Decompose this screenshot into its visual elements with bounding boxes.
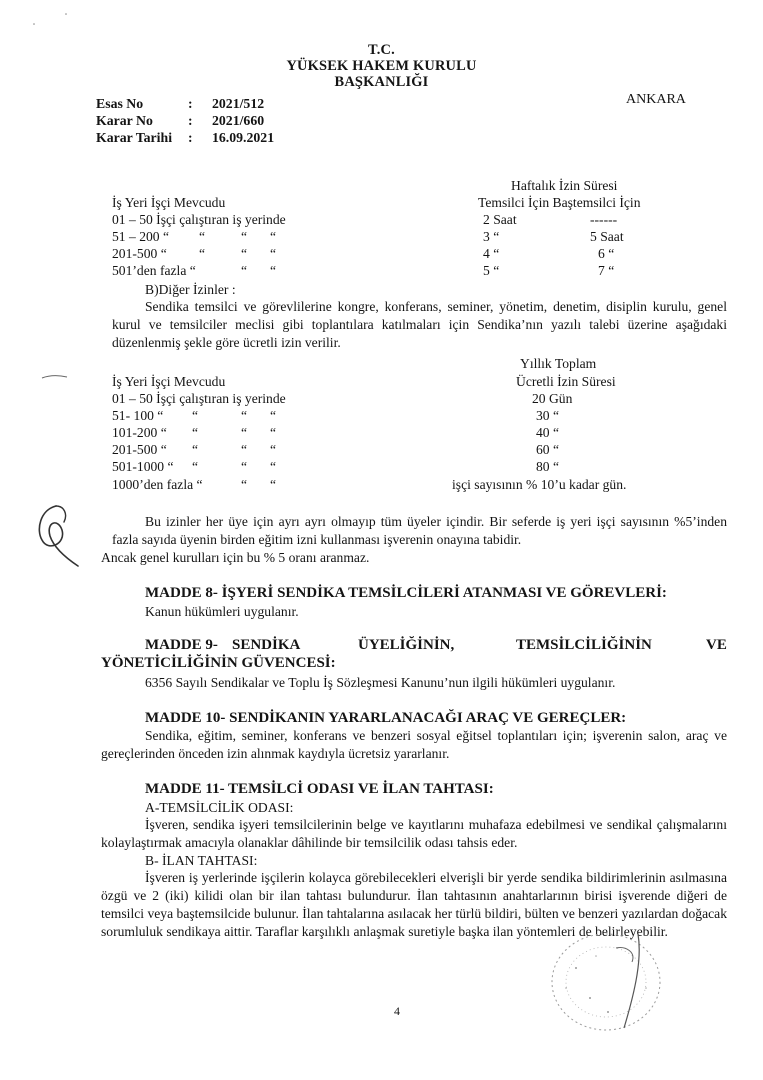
note-line: Ancak genel kurulları için bu % 5 oranı aranmaz.	[101, 550, 370, 565]
madde9-title-part: ÜYELİĞİNİN,	[358, 637, 455, 653]
cell-ditto: “	[270, 229, 277, 244]
meta-value: 2021/512	[212, 96, 265, 111]
margin-speck-icon	[30, 10, 70, 30]
cell-representative: 2 Saat	[483, 212, 517, 227]
cell-annual-leave: 40 “	[536, 425, 560, 440]
cell-ditto: “	[270, 263, 277, 278]
cell-employees: 01 – 50 İşçi çalıştıran iş yerinde	[112, 391, 286, 406]
cell-annual-leave: 80 “	[536, 459, 560, 474]
handwritten-initial-icon	[26, 500, 86, 572]
cell-ditto: “	[270, 459, 277, 474]
madde11-body-a: İşveren, sendika işyeri temsilcilerinin belge ve kayıtlarını muhafaza edebilmesi ve sendikal çalışmalarını kolaylaştırmak amacıyla olanaklar dâhilinde bir temsilcilik odası tahsis eder.	[101, 817, 727, 850]
cell-ditto: “	[241, 477, 248, 492]
cell-ditto: “	[192, 459, 199, 474]
cell-ditto: “	[270, 477, 277, 492]
cell-employees: 1000’den fazla “	[112, 477, 203, 492]
cell-chief-representative: ------	[590, 212, 618, 227]
meta-sep: :	[188, 130, 193, 145]
meta-value: 2021/660	[212, 113, 265, 128]
cell-employees: 51- 100 “	[112, 408, 164, 423]
table1-head-right-1: Haftalık İzin Süresi	[511, 178, 618, 193]
meta-label: Karar Tarihi	[96, 130, 173, 145]
cell-chief-representative: 5 Saat	[590, 229, 624, 244]
header-tc: T.C.	[368, 42, 395, 58]
meta-sep: :	[188, 96, 193, 111]
page-number: 4	[394, 1004, 400, 1018]
section-b-title: B)Diğer İzinler :	[145, 282, 236, 297]
cell-annual-leave: işçi sayısının % 10’u kadar gün.	[452, 477, 627, 492]
madde10-title: MADDE 10- SENDİKANIN YARARLANACAĞI ARAÇ VE GEREÇLER:	[145, 710, 627, 726]
cell-ditto: “	[192, 442, 199, 457]
margin-dash-icon	[40, 372, 70, 382]
cell-representative: 3 “	[483, 229, 500, 244]
madde9-body: 6356 Sayılı Sendikalar ve Toplu İş Sözleşmesi Kanunu’nun ilgili hükümleri uygulanır.	[145, 675, 616, 690]
cell-ditto: “	[199, 229, 206, 244]
note-paragraph: Bu izinler her üye için ayrı ayrı olmayıp tüm üyeler içindir. Bir seferde iş yeri işçi sayısının %5’inden fazla sayıda üyenin birden eğitim izni kullanması işverenin onayına tabidir.	[112, 514, 727, 547]
header-presidency: BAŞKANLIĞI	[334, 74, 429, 90]
cell-employees: 51 – 200 “	[112, 229, 170, 244]
cell-ditto: “	[270, 246, 277, 261]
section-b-paragraph: Sendika temsilci ve görevlilerine kongre, konferans, seminer, yönetim, denetim, disiplin kurulu, genel kurul ve temsilciler meclisi gibi toplantılara katılmaları için Sendika’nın yazılı talebi üzerine aşağıdaki düzenlenmiş şekle göre ücretli izin verilir.	[112, 299, 727, 350]
header-institution: YÜKSEK HAKEM KURULU	[286, 58, 477, 74]
cell-employees: 201-500 “	[112, 246, 167, 261]
cell-chief-representative: 7 “	[598, 263, 615, 278]
table1-head-right-2: Temsilci İçin Baştemsilci İçin	[478, 195, 641, 210]
cell-employees: 01 – 50 İşçi çalıştıran iş yerinde	[112, 212, 286, 227]
madde8-title: MADDE 8- İŞYERİ SENDİKA TEMSİLCİLERİ ATANMASI VE GÖREVLERİ:	[145, 585, 667, 601]
cell-employees: 501’den fazla “	[112, 263, 196, 278]
madde10-body: Sendika, eğitim, seminer, konferans ve benzeri sosyal eğitsel toplantıları için; işverenin salon, araç ve gereçlerinden önceden izin alınmak kaydıyla ücretsiz yararlanır.	[101, 728, 727, 761]
madde9-title-part: SENDİKA	[232, 637, 301, 653]
madde11-sub-b: B- İLAN TAHTASI:	[145, 853, 258, 868]
cell-annual-leave: 60 “	[536, 442, 560, 457]
cell-ditto: “	[241, 459, 248, 474]
madde9-title-part: YÖNETİCİLİĞİNİN GÜVENCESİ:	[101, 655, 336, 671]
cell-ditto: “	[241, 425, 248, 440]
cell-representative: 4 “	[483, 246, 500, 261]
table2-head-right-1: Yıllık Toplam	[520, 356, 597, 371]
meta-label: Karar No	[96, 113, 153, 128]
cell-ditto: “	[192, 425, 199, 440]
cell-ditto: “	[270, 408, 277, 423]
table1-head-left: İş Yeri İşçi Mevcudu	[112, 195, 226, 210]
meta-label: Esas No	[96, 96, 144, 111]
madde11-title: MADDE 11- TEMSİLCİ ODASI VE İLAN TAHTASI:	[145, 781, 494, 797]
cell-ditto: “	[241, 246, 248, 261]
cell-chief-representative: 6 “	[598, 246, 615, 261]
cell-employees: 201-500 “	[112, 442, 167, 457]
cell-employees: 501-1000 “	[112, 459, 174, 474]
cell-ditto: “	[270, 442, 277, 457]
cell-annual-leave: 30 “	[536, 408, 560, 423]
cell-ditto: “	[241, 442, 248, 457]
table2-head-right-2: Ücretli İzin Süresi	[516, 374, 616, 389]
cell-ditto: “	[241, 263, 248, 278]
madde9-title-part: MADDE 9-	[145, 637, 218, 653]
stamp-seal-icon	[546, 928, 666, 1034]
cell-ditto: “	[241, 408, 248, 423]
meta-value: 16.09.2021	[212, 130, 275, 145]
madde11-body-b: İşveren iş yerlerinde işçilerin kolayca görebilecekleri elverişli bir yerde sendika bildirimlerinin asılmasına özgü ve 2 (iki) kilidi olan bir ilan tahtası bulundurur. İlan tahtasının anahtarlarının birisi işverende diğeri de temsilci veya baştemsilcide bulunur. İlan tahtalarına asılacak her türlü bildiri, bülten ve benzeri yazılardan doğacak sorumluluk sendikaya aittir. Taraflar karşılıklı anlaşmak suretiyle başka ilan yöntemleri de belirleyebilir.	[101, 870, 727, 939]
cell-ditto: “	[270, 425, 277, 440]
madde9-title-part: TEMSİLCİLİĞİNİN	[516, 637, 652, 653]
cell-ditto: “	[241, 229, 248, 244]
cell-ditto: “	[199, 246, 206, 261]
madde9-title-part: VE	[706, 637, 727, 653]
city-label: ANKARA	[626, 92, 686, 107]
meta-sep: :	[188, 113, 193, 128]
cell-annual-leave: 20 Gün	[532, 391, 573, 406]
madde8-body: Kanun hükümleri uygulanır.	[145, 604, 299, 619]
cell-representative: 5 “	[483, 263, 500, 278]
madde11-sub-a: A-TEMSİLCİLİK ODASI:	[145, 800, 294, 815]
table2-head-left: İş Yeri İşçi Mevcudu	[112, 374, 226, 389]
cell-employees: 101-200 “	[112, 425, 167, 440]
cell-ditto: “	[192, 408, 199, 423]
